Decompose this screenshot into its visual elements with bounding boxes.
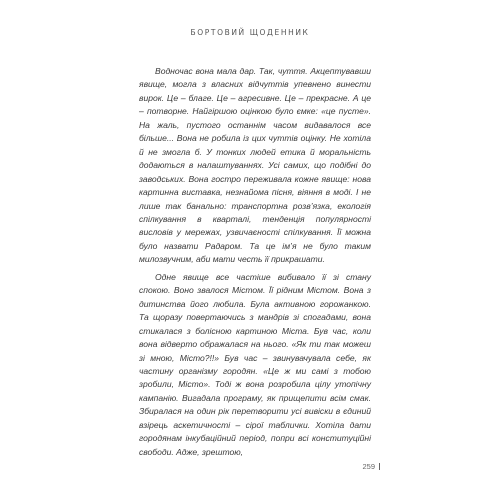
body-text — [139, 65, 371, 459]
running-header: БОРТОВИЙ ЩОДЕННИК — [190, 28, 310, 37]
paragraph-1: Водночас вона мала дар. Так, чуття. Акцептувавши явище, могла з власних відчуттів упевнено винести вирок. Це – благе. Це – агресивне. Це – прекрасне. А це – потворне. Найгіршою оцінкою було ємке: «це пусте». На жаль, пустого останнім часом видавалося все більше... Вона не робила із цих чуттів оцінку. Не хотіла й не змогла б. У тонких людей етика й моральність додаються в налаштуваннях. Усі самих, що подібні до заводських. Вона гостро переживала кожне явище: нова картинна виставка, незнайома пісня, віяння в моді. І не лише так банально: транспортна розв’язка, екологія спілкування в кварталі, тенденція популярності висловів у мережах, узвичаєності спілкування. Її можна було назвати Радаром. Та це ім’я не було таким милозвучним, аби мати честь її прикрашати. — [139, 66, 371, 265]
folio-divider — [379, 463, 380, 470]
page-number: 259 — [362, 462, 375, 471]
paragraph-2: Одне явище все частіше вибивало її зі стану спокою. Воно звалося Містом. Її рідним Містом. Вона з дитинства його любила. Була активною горожанкою. Та щоразу повертаючись з мандрів зі спогадами, вона стикалася з болісною картиною Міста. Був час, коли вона відверто ображалася на нього. «Як ти так можеш зі мною, Місто?!!» Був час – звинувачувала себе, як частину організму городян. «Це ж ми самі з тобою зробили, Місто». Тоді ж вона розробила цілу утопічну кампанію. Вигадала програму, як прищепити всім смак. Збиралася на один рік перетворити усі вивіски в єдиний взірець аскетичності – сірої таблички. Хотіла дати городянам інкубаційний період, попри всі конституційні свободи. Адже, зрештою, — [139, 271, 371, 457]
page-number-area — [340, 462, 380, 471]
